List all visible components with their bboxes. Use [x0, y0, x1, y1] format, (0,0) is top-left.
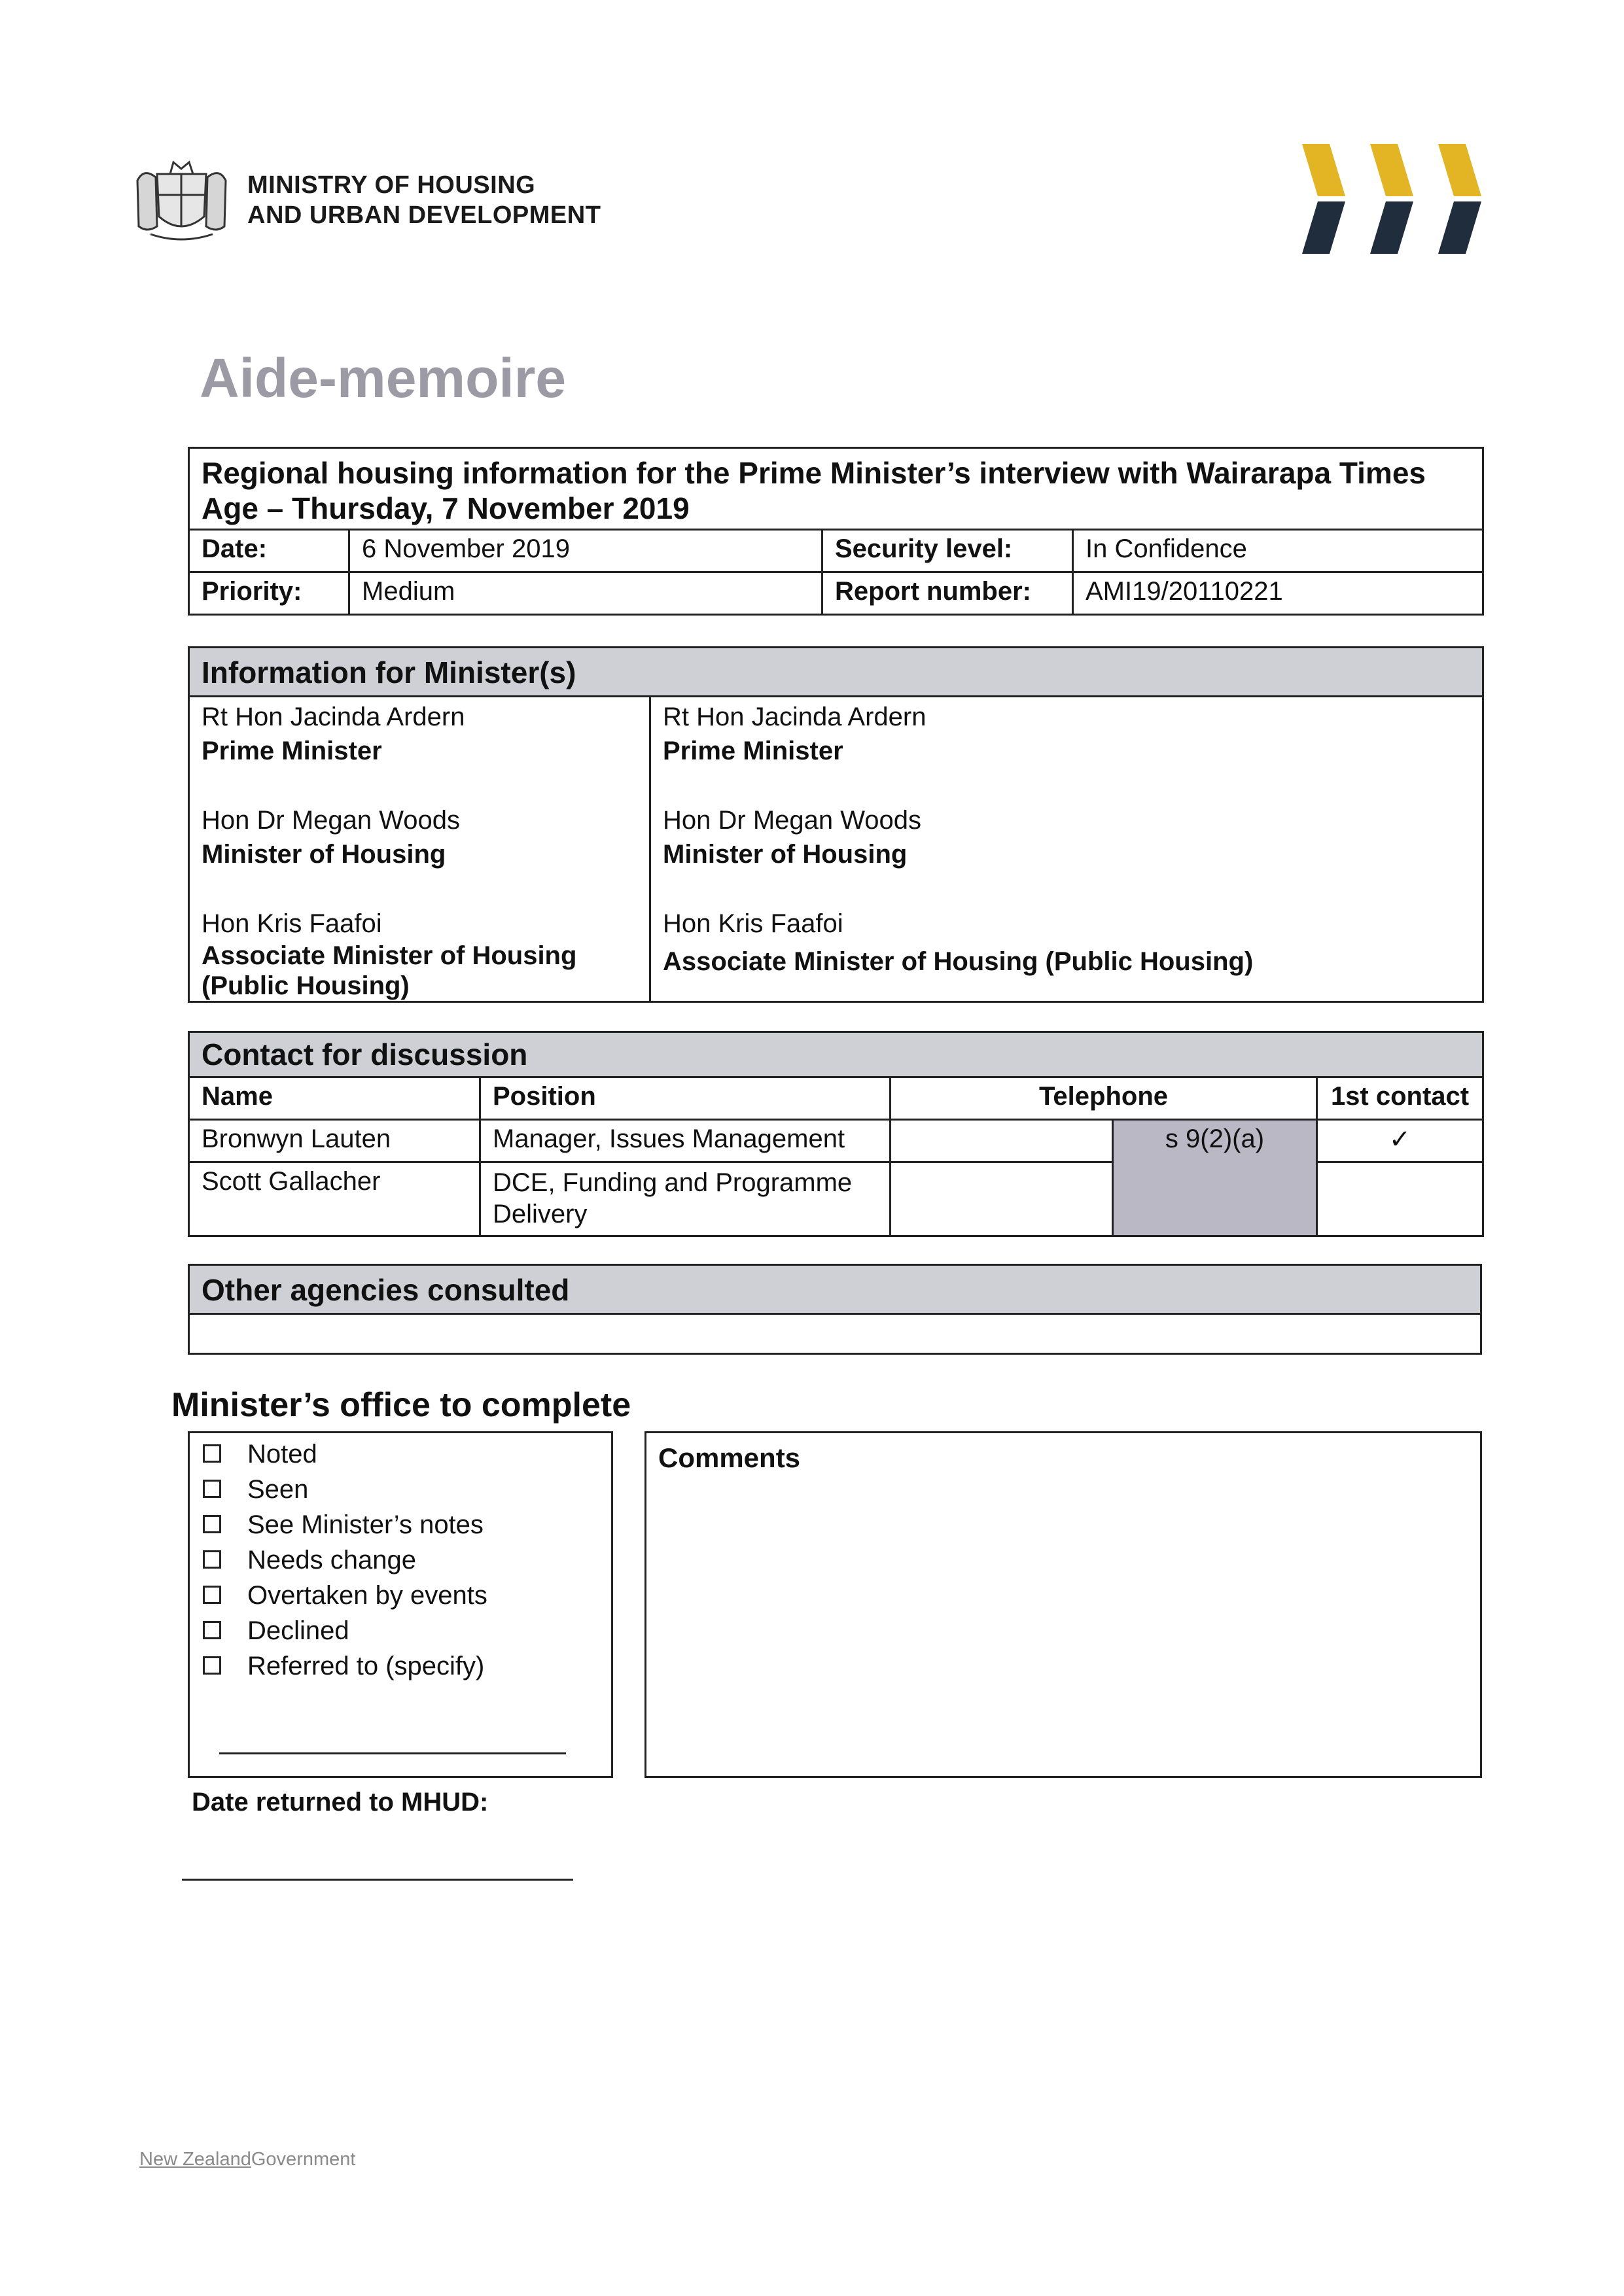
minister-role: Associate Minister of Housing (Public Housing)	[663, 947, 1254, 976]
telephone-column-header: Telephone	[891, 1077, 1317, 1120]
checkbox-overtaken-by-events[interactable]	[203, 1581, 487, 1610]
checkbox-icon	[203, 1586, 221, 1604]
contact-position: Manager, Issues Management	[480, 1120, 891, 1162]
summary-table	[188, 447, 1484, 616]
name-column-header: Name	[189, 1077, 480, 1120]
first-contact-cell	[1317, 1162, 1483, 1236]
contact-heading: Contact for discussion	[189, 1032, 1483, 1077]
priority-label: Priority:	[189, 572, 349, 615]
telephone-cell	[891, 1162, 1113, 1236]
contact-position: DCE, Funding and Programme Delivery	[480, 1162, 891, 1236]
minister-role: Minister of Housing	[663, 840, 908, 869]
minister-role: Prime Minister	[663, 737, 843, 765]
minister-name: Hon Dr Megan Woods	[202, 806, 460, 835]
ministry-chevrons-logo	[1302, 144, 1498, 255]
other-agencies-table	[188, 1264, 1482, 1355]
comments-box[interactable]	[644, 1431, 1482, 1778]
date-value: 6 November 2019	[349, 530, 822, 572]
date-returned-label: Date returned to MHUD:	[192, 1788, 489, 1817]
minister-name: Rt Hon Jacinda Ardern	[663, 703, 927, 731]
minister-role: Associate Minister of Housing (Public Housing)	[202, 941, 577, 1000]
minister-name: Hon Kris Faafoi	[202, 909, 382, 938]
nz-government-logo	[139, 2149, 355, 2170]
checkbox-seen[interactable]	[203, 1475, 308, 1505]
security-level-label: Security level:	[822, 530, 1073, 572]
date-label: Date:	[189, 530, 349, 572]
minister-name: Rt Hon Jacinda Ardern	[202, 703, 465, 731]
ministry-name-line1: MINISTRY OF HOUSING	[247, 171, 536, 199]
checkbox-needs-change[interactable]	[203, 1546, 416, 1575]
checkbox-label: See Minister’s notes	[247, 1510, 484, 1539]
office-section-heading: Minister’s office to complete	[171, 1386, 631, 1424]
checkbox-icon	[203, 1515, 221, 1533]
checkbox-noted[interactable]	[203, 1440, 317, 1469]
nz-government-part2: Government	[251, 2149, 356, 2170]
redacted-telephone: s 9(2)(a)	[1113, 1120, 1317, 1236]
checkbox-see-ministers-notes[interactable]	[203, 1510, 484, 1540]
checkbox-label: Noted	[247, 1440, 317, 1469]
telephone-cell	[891, 1120, 1113, 1162]
report-number-value: AMI19/20110221	[1073, 572, 1483, 615]
position-column-header: Position	[480, 1077, 891, 1120]
table-row	[189, 1120, 1483, 1162]
checkbox-label: Needs change	[247, 1546, 416, 1574]
contact-name: Bronwyn Lauten	[189, 1120, 480, 1162]
ministers-table	[188, 646, 1484, 1003]
contact-table	[188, 1031, 1484, 1237]
minister-name: Hon Kris Faafoi	[663, 909, 843, 938]
checkbox-label: Overtaken by events	[247, 1581, 487, 1610]
first-contact-column-header: 1st contact	[1317, 1077, 1483, 1120]
ministers-right-column	[650, 697, 1483, 1002]
contact-name: Scott Gallacher	[189, 1162, 480, 1236]
first-contact-check: ✓	[1317, 1120, 1483, 1162]
checkbox-label: Referred to (specify)	[247, 1652, 485, 1680]
checkbox-label: Seen	[247, 1475, 309, 1504]
security-level-value: In Confidence	[1073, 530, 1483, 572]
minister-role: Prime Minister	[202, 737, 382, 765]
minister-role: Minister of Housing	[202, 840, 446, 869]
referred-to-line[interactable]	[219, 1752, 566, 1754]
ministers-heading: Information for Minister(s)	[189, 648, 1483, 697]
checkbox-declined[interactable]	[203, 1616, 349, 1646]
report-number-label: Report number:	[822, 572, 1073, 615]
checkbox-referred-to[interactable]	[203, 1652, 484, 1681]
checkbox-label: Declined	[247, 1616, 349, 1645]
checkbox-icon	[203, 1444, 221, 1463]
comments-label: Comments	[658, 1442, 801, 1473]
checkbox-icon	[203, 1480, 221, 1498]
minister-name: Hon Dr Megan Woods	[663, 806, 921, 835]
date-returned-line[interactable]	[182, 1879, 573, 1881]
checkbox-icon	[203, 1621, 221, 1639]
office-checklist	[188, 1431, 613, 1778]
other-agencies-field[interactable]	[189, 1314, 1481, 1354]
ministers-left-column	[189, 697, 650, 1002]
report-title: Regional housing information for the Prime Minister’s interview with Wairarapa Times Age – Thursday, 7 November 2019	[189, 448, 1483, 530]
other-agencies-heading: Other agencies consulted	[189, 1265, 1481, 1314]
nz-government-part1: New Zealand	[139, 2149, 251, 2170]
checkbox-icon	[203, 1656, 221, 1675]
nz-coat-of-arms-icon	[131, 154, 232, 246]
priority-value: Medium	[349, 572, 822, 615]
ministry-name-line2: AND URBAN DEVELOPMENT	[247, 201, 601, 229]
document-title: Aide-memoire	[200, 347, 567, 409]
checkbox-icon	[203, 1550, 221, 1569]
